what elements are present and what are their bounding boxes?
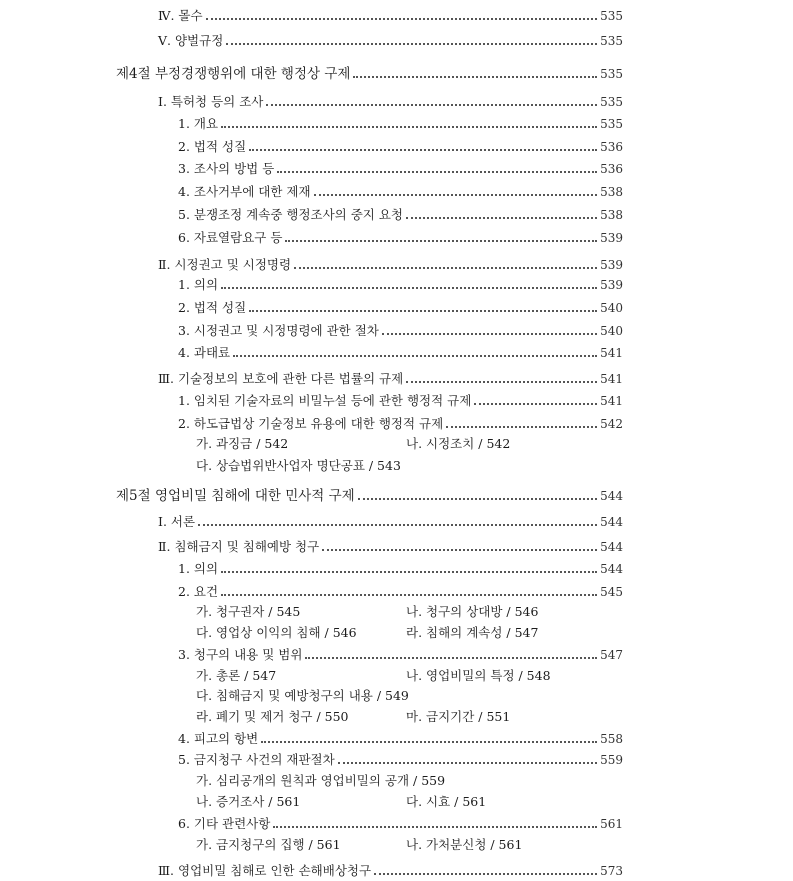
dot-leader [221,287,597,289]
dot-leader [338,762,597,764]
toc-page-number: 539 [600,231,623,245]
toc-page-number: 541 [600,346,623,360]
toc-page-number: 544 [600,562,623,576]
toc-entry-label: 6. 자료열람요구 등 [178,230,283,245]
toc-subentry[interactable]: 가. 금지청구의 집행 / 561 [196,837,341,852]
toc-page-number: 535 [600,67,623,81]
toc-entry[interactable] [178,203,623,223]
toc-entry-label: 4. 조사거부에 대한 제재 [178,184,311,199]
toc-entry-label: 2. 법적 성질 [178,300,247,315]
toc-entry-label: 2. 요건 [178,584,219,599]
toc-subentry[interactable]: 나. 시정조치 / 542 [406,436,511,451]
toc-subentry[interactable]: 다. 상습법위반사업자 명단공표 / 543 [196,458,401,473]
toc-page-number: 544 [600,540,623,554]
dot-leader [221,571,597,573]
toc-entry[interactable] [178,643,623,663]
toc-page-number: 535 [600,9,623,23]
dot-leader [249,310,597,312]
toc-subentry[interactable]: 다. 침해금지 및 예방청구의 내용 / 549 [196,688,409,703]
toc-page-number: 547 [600,648,623,662]
toc-entry[interactable] [158,29,623,49]
toc-page-number: 541 [600,394,623,408]
dot-leader [474,403,597,405]
dot-leader [294,267,597,269]
toc-page-number: 539 [600,258,623,272]
dot-leader [305,657,597,659]
toc-entry[interactable] [178,557,623,577]
toc-entry[interactable] [178,812,623,832]
toc-entry[interactable] [178,580,623,600]
dot-leader [226,43,597,45]
toc-subentry[interactable]: 가. 총론 / 547 [196,668,277,683]
toc-subentry[interactable]: 가. 심리공개의 원칙과 영업비밀의 공개 / 559 [196,773,446,788]
toc-subentry[interactable]: 나. 증거조사 / 561 [196,794,301,809]
toc-page-number: 561 [600,817,623,831]
toc-page-number: 544 [600,515,623,529]
toc-page-number: 538 [600,208,623,222]
toc-entry[interactable] [178,727,623,747]
toc-page-number: 541 [600,372,623,386]
toc-entry-label: 4. 과태료 [178,345,231,360]
dot-leader [249,149,597,151]
toc-entry[interactable] [178,389,623,409]
toc-entry-label: 5. 금지청구 사건의 재판절차 [178,752,335,767]
toc-entry[interactable] [158,535,623,555]
toc-subentry[interactable]: 다. 시효 / 561 [406,794,487,809]
dot-leader [233,355,597,357]
dot-leader [261,741,597,743]
toc-entry-label: Ⅲ. 영업비밀 침해로 인한 손해배상청구 [158,863,372,878]
toc-subentry[interactable]: 나. 가처분신청 / 561 [406,837,523,852]
toc-page-number: 542 [600,417,623,431]
dot-leader [382,333,597,335]
dot-leader [358,498,597,500]
toc-page-number: 573 [600,864,623,878]
toc-entry-label: Ⅳ. 몰수 [158,8,203,23]
toc-entry[interactable] [178,273,623,293]
toc-entry-label: 2. 하도급법상 기술정보 유용에 대한 행정적 규제 [178,416,444,431]
toc-entry[interactable] [178,135,623,155]
toc-page-number: 538 [600,185,623,199]
dot-leader [277,171,597,173]
toc-page-number: 535 [600,34,623,48]
toc-page-number: 539 [600,278,623,292]
toc-page-number: 535 [600,117,623,131]
dot-leader [446,426,597,428]
toc-page-number: 559 [600,753,623,767]
toc-entry-label: Ⅴ. 양벌규정 [158,33,224,48]
toc-subentry[interactable]: 가. 과징금 / 542 [196,436,289,451]
dot-leader [266,104,597,106]
dot-leader [322,549,597,551]
toc-entry-label: 4. 피고의 항변 [178,731,259,746]
toc-entry[interactable] [158,859,623,879]
toc-page-number: 540 [600,324,623,338]
toc-entry-label: Ⅰ. 서론 [158,514,196,529]
toc-entry[interactable] [178,226,623,246]
dot-leader [198,524,597,526]
dot-leader [353,76,597,78]
toc-entry-label: Ⅰ. 특허청 등의 조사 [158,94,264,109]
toc-subentry[interactable]: 나. 청구의 상대방 / 546 [406,604,539,619]
dot-leader [374,873,597,875]
toc-subentry[interactable]: 나. 영업비밀의 특정 / 548 [406,668,551,683]
toc-entry-label: Ⅱ. 시정권고 및 시정명령 [158,257,292,272]
dot-leader [406,217,597,219]
toc-entry-label: 2. 법적 성질 [178,139,247,154]
toc-entry-label: 1. 개요 [178,116,219,131]
dot-leader [273,826,597,828]
dot-leader [221,594,597,596]
toc-subentry[interactable]: 라. 침해의 계속성 / 547 [406,625,539,640]
toc-subentry[interactable]: 마. 금지기간 / 551 [406,709,511,724]
toc-page-number: 536 [600,162,623,176]
toc-entry[interactable] [178,319,623,339]
toc-page-number: 544 [600,489,623,503]
toc-entry-label: 3. 청구의 내용 및 범위 [178,647,303,662]
toc-entry-label: Ⅲ. 기술정보의 보호에 관한 다른 법률의 규제 [158,371,404,386]
dot-leader [314,194,598,196]
toc-page-number: 535 [600,95,623,109]
toc-entry-label: 3. 조사의 방법 등 [178,161,275,176]
toc-entry-label: 제5절 영업비밀 침해에 대한 민사적 구제 [116,488,355,504]
toc-entry[interactable] [178,180,623,200]
toc-subentry[interactable]: 라. 폐기 및 제거 청구 / 550 [196,709,349,724]
toc-page-number: 540 [600,301,623,315]
toc-entry[interactable] [178,748,623,768]
toc-entry-label: Ⅱ. 침해금지 및 침해예방 청구 [158,539,320,554]
toc-subentry[interactable]: 다. 영업상 이익의 침해 / 546 [196,625,357,640]
dot-leader [285,240,597,242]
toc-page-number: 558 [600,732,623,746]
toc-entry-label: 6. 기타 관련사항 [178,816,271,831]
toc-entry[interactable] [178,112,623,132]
toc-entry[interactable] [158,4,623,24]
toc-subentry[interactable]: 가. 청구권자 / 545 [196,604,301,619]
toc-entry-label: 제4절 부정경쟁행위에 대한 행정상 구제 [116,66,351,82]
dot-leader [221,126,597,128]
toc-page-number: 536 [600,140,623,154]
toc-entry[interactable] [158,90,623,110]
toc-entry-label: 1. 임치된 기술자료의 비밀누설 등에 관한 행정적 규제 [178,393,472,408]
toc-entry-label: 1. 의의 [178,561,219,576]
toc-entry-label: 1. 의의 [178,277,219,292]
toc-entry[interactable] [158,253,623,273]
toc-entry[interactable] [178,157,623,177]
dot-leader [206,18,598,20]
toc-entry[interactable] [178,341,623,361]
dot-leader [406,381,597,383]
toc-section[interactable] [116,62,623,82]
toc-entry[interactable] [158,367,623,387]
toc-entry[interactable] [158,510,623,530]
toc-entry[interactable] [178,296,623,316]
toc-entry[interactable] [178,412,623,432]
toc-entry-label: 3. 시정권고 및 시정명령에 관한 절차 [178,323,379,338]
toc-section[interactable] [116,484,623,504]
toc-entry-label: 5. 분쟁조정 계속중 행정조사의 중지 요청 [178,207,403,222]
toc-page-number: 545 [600,585,623,599]
